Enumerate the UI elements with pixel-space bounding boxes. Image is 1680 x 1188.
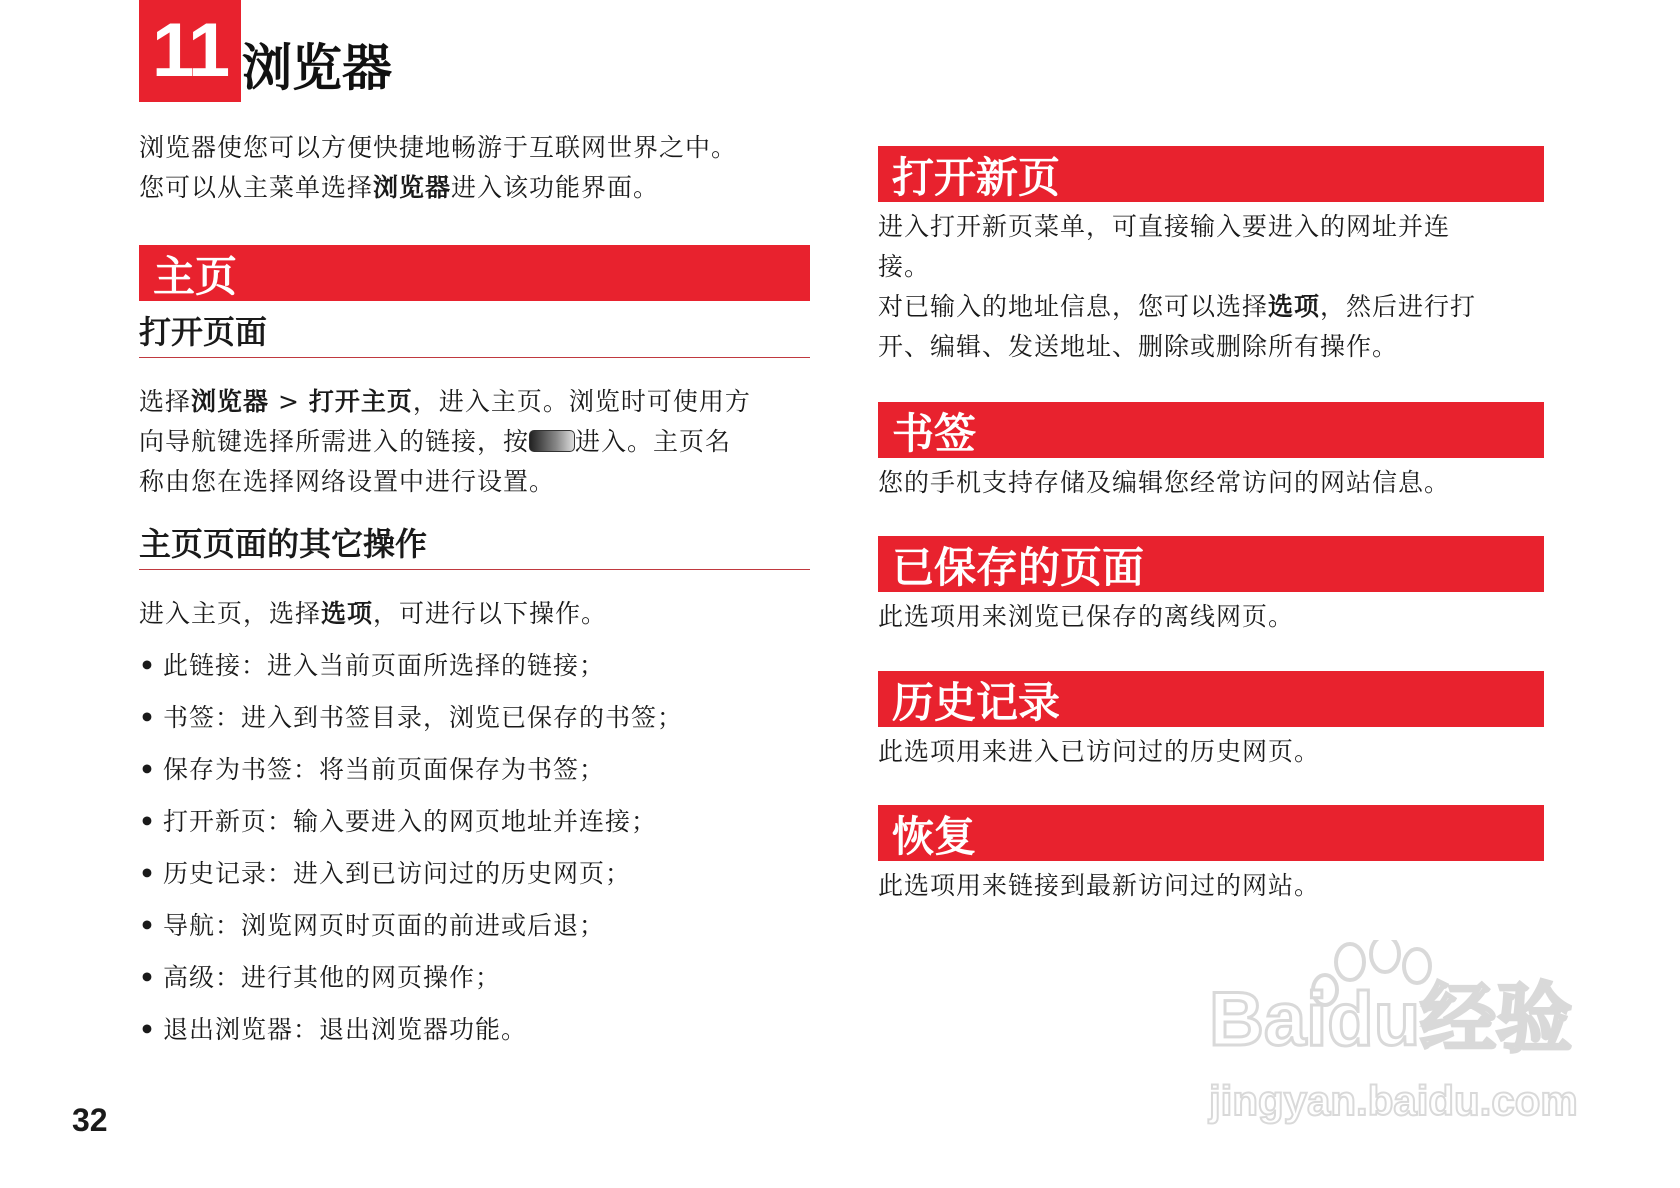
subhead-open-page: 打开页面: [139, 310, 810, 358]
section-new-page-header: 打开新页: [878, 146, 1544, 202]
page-number: 32: [72, 1102, 108, 1138]
restore-text: 此选项用来链接到最新访问过的网站。: [878, 871, 1321, 900]
other-operations-paragraph: 进入主页，选择选项，可进行以下操作。: [139, 599, 608, 628]
intro-line-2: 您可以从主菜单选择浏览器进入该功能界面。: [139, 173, 660, 202]
baidu-watermark: [1205, 940, 1615, 1140]
saved-pages-text: 此选项用来浏览已保存的离线网页。: [878, 602, 1295, 631]
section-history-header: 历史记录: [878, 671, 1544, 727]
subhead-other-operations: 主页页面的其它操作: [139, 522, 810, 570]
intro-line-1: 浏览器使您可以方便快捷地畅游于互联网世界之中。: [139, 133, 738, 162]
chapter-title: 浏览器: [242, 39, 392, 97]
section-home-header: 主页: [139, 245, 810, 301]
history-text: 此选项用来进入已访问过的历史网页。: [878, 737, 1321, 766]
list-item: • 打开新页：输入要进入的网页地址并连接；: [139, 807, 658, 836]
section-restore-header: 恢复: [878, 805, 1544, 861]
list-item: • 历史记录：进入到已访问过的历史网页；: [139, 859, 632, 888]
list-item: • 导航：浏览网页时页面的前进或后退；: [139, 911, 606, 940]
list-item: • 保存为书签：将当前页面保存为书签；: [139, 755, 606, 784]
list-item: • 此链接：进入当前页面所选择的链接；: [139, 651, 606, 680]
open-page-paragraph: 选择浏览器 > 打开主页，进入主页。浏览时可使用方 向导航键选择所需进入的链接，按 进入。主页名 称由您在选择网络设置中进行设置。: [139, 387, 751, 496]
operations-list: [139, 640, 683, 1056]
intro-paragraph: [139, 128, 737, 208]
list-item: • 高级：进行其他的网页操作；: [139, 963, 502, 992]
bookmark-text: 您的手机支持存储及编辑您经常访问的网站信息。: [878, 468, 1451, 497]
chapter-number: 11: [139, 0, 241, 102]
watermark-brand: Baidu经验: [1209, 977, 1573, 1062]
section-bookmark-header: 书签: [878, 402, 1544, 458]
new-page-paragraph: 进入打开新页菜单，可直接输入要进入的网址并连 接。 对已输入的地址信息，您可以选择选项，然后进行打 开、编辑、发送地址、删除或删除所有操作。: [878, 212, 1477, 361]
list-item: • 书签：进入到书签目录，浏览已保存的书签；: [139, 703, 684, 732]
section-saved-pages-header: 已保存的页面: [878, 536, 1544, 592]
list-item: • 退出浏览器：退出浏览器功能。: [139, 1015, 528, 1044]
watermark-url: jingyan.baidu.com: [1209, 1077, 1578, 1124]
ok-key-icon: [529, 430, 575, 452]
